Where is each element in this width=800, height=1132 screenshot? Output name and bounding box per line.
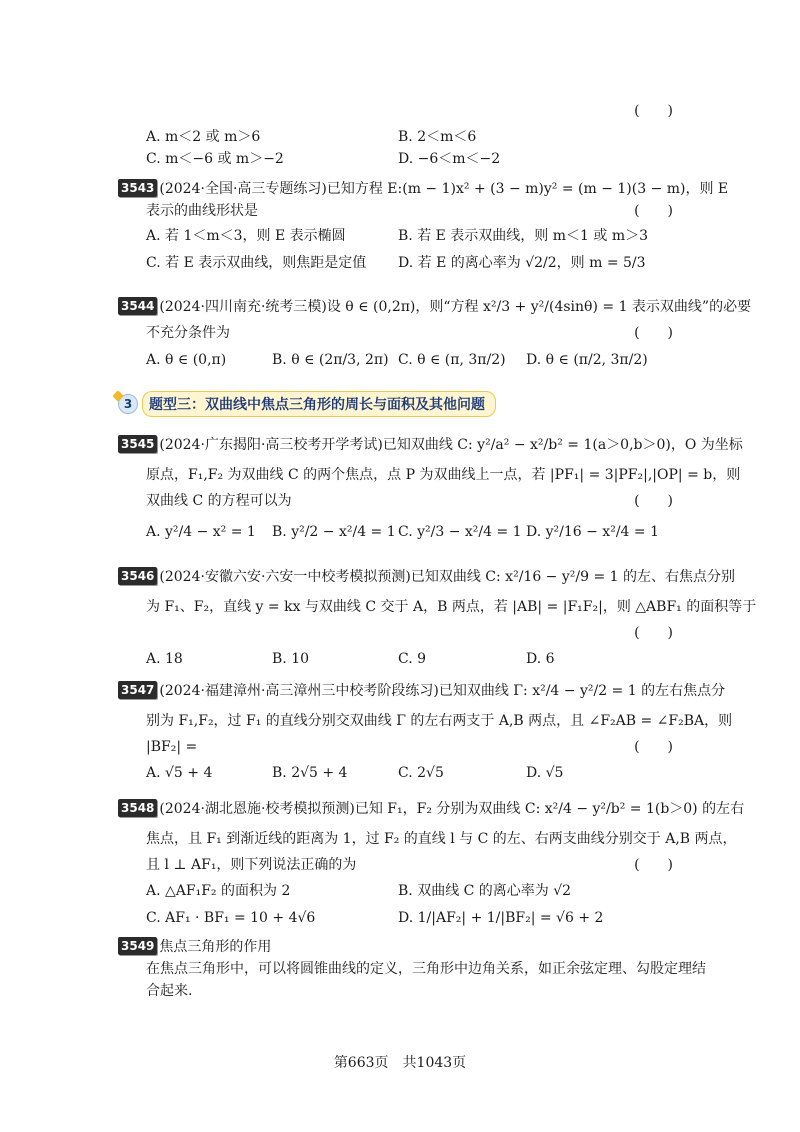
question-stem-line: (2024·广东揭阳·高三校考开学考试)已知双曲线 C: y²/a² − x²/b² = 1(a＞0,b＞0)，O 为坐标 bbox=[159, 437, 743, 453]
option-a: A. 若 1＜m＜3，则 E 表示椭圆 bbox=[146, 228, 346, 244]
question-3548 bbox=[118, 794, 745, 934]
question-number: 3546 bbox=[118, 567, 157, 585]
question-3545 bbox=[118, 430, 743, 548]
answer-paren: ( ) bbox=[634, 325, 673, 341]
question-stem-line: (2024·湖北恩施·校考模拟预测)已知 F₁，F₂ 分别为双曲线 C: x²/4 − y²/b² = 1(b＞0) 的左右 bbox=[159, 801, 745, 817]
option-b: B. 若 E 表示双曲线，则 m＜1 或 m＞3 bbox=[398, 228, 649, 244]
question-stem-line: 原点，F₁,F₂ 为双曲线 C 的两个焦点，点 P 为双曲线上一点，若 |PF₁| = 3|PF₂|,|OP| = b，则 bbox=[146, 467, 741, 483]
question-number: 3544 bbox=[118, 297, 157, 315]
question-number: 3545 bbox=[118, 435, 157, 453]
question-stem-line: (2024·福建漳州·高三漳州三中校考阶段练习)已知双曲线 Γ: x²/4 − y²/2 = 1 的左右焦点分 bbox=[159, 683, 726, 699]
section-number-badge: 3 bbox=[118, 394, 138, 414]
answer-paren: ( ) bbox=[634, 857, 673, 873]
option-d: D. −6＜m＜−2 bbox=[398, 151, 501, 167]
option-b: B. 2＜m＜6 bbox=[398, 129, 477, 145]
option-a: A. y²/4 − x² = 1 bbox=[146, 524, 256, 540]
option-b: B. 2√5 + 4 bbox=[272, 765, 348, 781]
option-b: B. 10 bbox=[272, 651, 310, 667]
question-stem-line: 且 l ⊥ AF₁，则下列说法正确的为 bbox=[146, 857, 357, 873]
answer-paren: ( ) bbox=[634, 103, 673, 119]
note-title: 焦点三角形的作用 bbox=[159, 939, 272, 955]
option-c: C. AF₁ · BF₁ = 10 + 4√6 bbox=[146, 910, 316, 926]
option-a: A. △AF₁F₂ 的面积为 2 bbox=[146, 883, 291, 899]
section-title: 题型三：双曲线中焦点三角形的周长与面积及其他问题 bbox=[142, 391, 496, 417]
option-d: D. 若 E 的离心率为 √2/2，则 m = 5/3 bbox=[398, 255, 646, 271]
question-stem-line: 为 F₁、F₂，直线 y = kx 与双曲线 C 交于 A，B 两点，若 |AB| = |F₁F₂|，则 △ABF₁ 的面积等于 bbox=[146, 599, 757, 615]
note-text-line: 在焦点三角形中，可以将圆锥曲线的定义，三角形中边角关系，如正余弦定理、勾股定理结 bbox=[146, 961, 706, 977]
page-footer: 第663页 共1043页 bbox=[333, 1055, 467, 1071]
question-3549 bbox=[118, 936, 706, 1002]
option-c: C. 2√5 bbox=[398, 765, 444, 781]
option-d: D. θ ∈ (π/2, 3π/2) bbox=[526, 352, 648, 368]
answer-paren: ( ) bbox=[634, 493, 673, 509]
option-b: B. θ ∈ (2π/3, 2π) bbox=[272, 352, 389, 368]
option-a: A. θ ∈ (0,π) bbox=[146, 352, 227, 368]
option-d: D. 1/|AF₂| + 1/|BF₂| = √6 + 2 bbox=[398, 910, 604, 926]
question-stem-line: 不充分条件为 bbox=[146, 325, 230, 341]
option-d: D. 6 bbox=[526, 651, 555, 667]
question-number: 3549 bbox=[118, 937, 157, 955]
option-c: C. 9 bbox=[398, 651, 427, 667]
answer-paren: ( ) bbox=[634, 203, 673, 219]
option-b: B. 双曲线 C 的离心率为 √2 bbox=[398, 883, 572, 899]
option-c: C. 若 E 表示双曲线，则焦距是定值 bbox=[146, 255, 367, 271]
question-3547 bbox=[118, 676, 733, 784]
question-3546 bbox=[118, 562, 757, 670]
question-stem-line: |BF₂| = bbox=[146, 739, 198, 755]
question-stem-line: (2024·全国·高三专题练习)已知方程 E:(m − 1)x² + (3 − m)y² = (m − 1)(3 − m)，则 E bbox=[159, 181, 729, 197]
option-c: C. y²/3 − x²/4 = 1 bbox=[398, 524, 522, 540]
question-number: 3548 bbox=[118, 799, 157, 817]
option-a: A. m＜2 或 m＞6 bbox=[146, 129, 261, 145]
option-a: A. 18 bbox=[146, 651, 183, 667]
question-number: 3543 bbox=[118, 179, 157, 197]
option-c: C. θ ∈ (π, 3π/2) bbox=[398, 352, 506, 368]
option-d: D. y²/16 − x²/4 = 1 bbox=[526, 524, 659, 540]
question-3542-tail bbox=[118, 100, 683, 170]
option-a: A. √5 + 4 bbox=[146, 765, 213, 781]
question-stem-line: (2024·安徽六安·六安一中校考模拟预测)已知双曲线 C: x²/16 − y²/9 = 1 的左、右焦点分别 bbox=[159, 569, 735, 585]
question-stem-line: 别为 F₁,F₂，过 F₁ 的直线分别交双曲线 Γ 的左右两支于 A,B 两点，且 ∠F₂AB = ∠F₂BA，则 bbox=[146, 713, 733, 729]
note-text-line: 合起来. bbox=[146, 983, 193, 999]
section-header bbox=[118, 392, 496, 416]
question-stem-line: 表示的曲线形状是 bbox=[146, 203, 258, 219]
option-b: B. y²/2 − x²/4 = 1 bbox=[272, 524, 396, 540]
question-stem-line: (2024·四川南充·统考三模)设 θ ∈ (0,2π)，则“方程 x²/3 + y²/(4sinθ) = 1 表示双曲线”的必要 bbox=[159, 299, 752, 315]
question-stem-line: 双曲线 C 的方程可以为 bbox=[146, 493, 292, 509]
option-d: D. √5 bbox=[526, 765, 564, 781]
answer-paren: ( ) bbox=[634, 739, 673, 755]
question-stem-line: 焦点，且 F₁ 到渐近线的距离为 1，过 F₂ 的直线 l 与 C 的左、右两支曲线分别交于 A,B 两点， bbox=[146, 831, 737, 847]
answer-paren: ( ) bbox=[634, 625, 673, 641]
option-c: C. m＜−6 或 m＞−2 bbox=[146, 151, 284, 167]
question-3544 bbox=[118, 292, 752, 376]
question-number: 3547 bbox=[118, 681, 157, 699]
question-3543 bbox=[118, 178, 729, 279]
